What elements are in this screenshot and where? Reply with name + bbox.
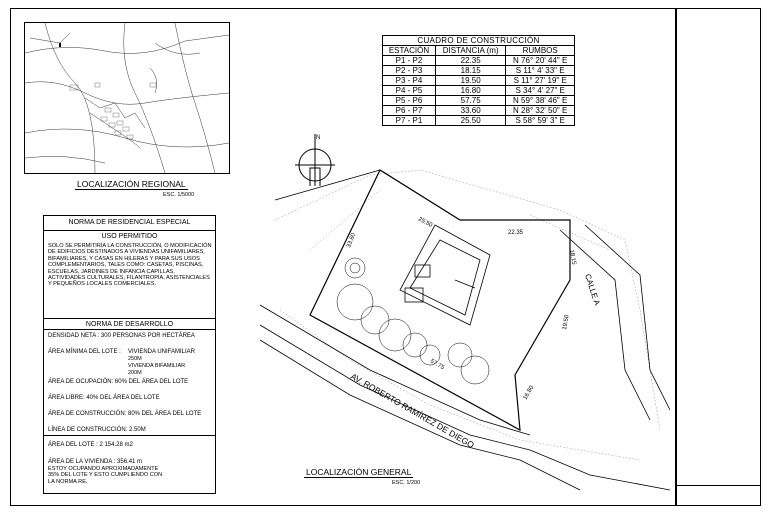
cuadro-header-row <box>383 46 575 56</box>
avenue-label: AV. ROBERTO RAMÍREZ DE DIEGO <box>349 371 477 451</box>
area-section <box>44 435 215 494</box>
header-rumbos: RUMBOS <box>506 46 575 56</box>
construccion-text: ÁREA DE CONSTRUCCIÓN: 80% DEL ÁREA DEL LOTE <box>48 411 202 417</box>
site-plan <box>230 130 670 500</box>
rumbo-cell: N 76° 20' 44" E <box>506 56 575 66</box>
lote-uni: VIVIENDA UNIFAMILIAR <box>128 349 196 355</box>
lote-uni-val: 250M <box>128 356 142 362</box>
dim-p3-p4: 19.50 <box>562 314 571 331</box>
distancia-cell: 18.15 <box>435 66 505 76</box>
distancia-cell: 19.50 <box>435 76 505 86</box>
desarrollo-title: NORMA DE DESARROLLO <box>85 321 174 328</box>
desarrollo-section <box>44 318 215 437</box>
densidad-text: DENSIDAD NETA : 300 PERSONAS POR HECTÁREA <box>48 333 195 339</box>
uso-text: SOLO SE PERMITIRÍA LA CONSTRUCCIÓN, O MODIFICACIÓN DE EDIFICIOS DESTINADOS A VIVIENDAS UNIFAMILIARES, BIFAMILIARES, Y CASAS EN HILERAS Y PARA SUS USOS COMPLEMENTARIOS, TALES COMO: CASETAS, PISCINAS, ESCUELAS, JARDINES DE INFANCIA CAPILLAS, ACTIVIDADES CULTURALES, FILANTROPIA, ASISTENCIALES Y PEQUEÑOS LOCALES COMERCIALES. <box>48 243 212 288</box>
table-row <box>383 86 575 96</box>
lote-bi-val: 200M <box>128 370 142 376</box>
street-label: CALLE A <box>583 272 602 307</box>
norma-title: NORMA DE RESIDENCIAL ESPECIAL <box>68 219 191 226</box>
dim-p2-p3: 18.15 <box>568 249 577 266</box>
table-row <box>383 96 575 106</box>
rumbo-cell: N 28° 32' 50" E <box>506 106 575 116</box>
rumbo-cell: S 11° 27' 19" E <box>506 76 575 86</box>
cuadro-title: CUADRO DE CONSTRUCCIÓN <box>383 36 575 46</box>
area-lote-text: ÁREA DEL LOTE : 2 154.28 m2 <box>48 442 133 448</box>
distancia-cell: 57.75 <box>435 96 505 106</box>
ocupando-text: ESTOY OCUPANDO APROXIMADAMENTE 35% DEL LOTE Y ESTO CUMPLIENDO CON LA NORMA RE. <box>48 466 163 485</box>
distancia-cell: 22.35 <box>435 56 505 66</box>
estacion-cell: P6 - P7 <box>383 106 436 116</box>
lote-minimo-label: ÁREA MÍNIMA DEL LOTE : <box>48 349 121 355</box>
building-footprint <box>400 225 490 325</box>
libre-text: ÁREA LIBRE: 40% DEL ÁREA DEL LOTE <box>48 395 160 401</box>
regional-scale: ESC. 1/5000 <box>163 192 195 198</box>
north-label: N <box>316 135 321 141</box>
lote-bi: VIVIENDA BIFAMILIAR <box>128 363 186 369</box>
table-row <box>383 106 575 116</box>
dim-p6-p7: 33.60 <box>346 232 358 249</box>
uso-section <box>44 230 215 329</box>
estacion-cell: P2 - P3 <box>383 66 436 76</box>
dim-p1-p2: 22.35 <box>508 230 524 236</box>
header-estacion: ESTACIÓN <box>383 46 436 56</box>
header-distancia: DISTANCIA (m) <box>435 46 505 56</box>
rumbo-cell: S 34° 4' 27" E <box>506 86 575 96</box>
title-block-border <box>676 8 761 506</box>
estacion-cell: P7 - P1 <box>383 116 436 126</box>
general-title: LOCALIZACIÓN GENERAL <box>306 467 412 477</box>
distancia-cell: 33.60 <box>435 106 505 116</box>
dim-p7-p1: 25.50 <box>417 216 434 229</box>
estacion-cell: P1 - P2 <box>383 56 436 66</box>
rumbo-cell: S 11° 4' 33" E <box>506 66 575 76</box>
cuadro-table <box>382 35 575 126</box>
estacion-cell: P5 - P6 <box>383 96 436 106</box>
estacion-cell: P4 - P5 <box>383 86 436 96</box>
distancia-cell: 25.50 <box>435 116 505 126</box>
regional-map <box>24 22 230 174</box>
table-row <box>383 56 575 66</box>
regional-title: LOCALIZACIÓN REGIONAL <box>77 179 186 189</box>
area-vivienda-text: ÁREA DE LA VIVIENDA : 356.41 m <box>48 459 143 465</box>
table-row <box>383 66 575 76</box>
desarrollo-divider <box>44 329 215 330</box>
uso-title: USO PERMITIDO <box>101 233 158 240</box>
table-row <box>383 116 575 126</box>
north-arrow-icon <box>295 134 335 186</box>
distancia-cell: 16.80 <box>435 86 505 96</box>
estacion-cell: P3 - P4 <box>383 76 436 86</box>
linea-text: LÍNEA DE CONSTRUCCIÓN: 2.50M <box>48 427 146 433</box>
dim-p4-p5: 16.80 <box>522 384 536 401</box>
ocupacion-text: ÁREA DE OCUPACIÓN: 60% DEL ÁREA DEL LOTE <box>48 379 189 385</box>
norma-box <box>43 215 216 494</box>
table-row <box>383 76 575 86</box>
rumbo-cell: N 59° 38' 46" E <box>506 96 575 106</box>
dim-p5-p6: 57.75 <box>429 358 446 372</box>
rumbo-cell: S 58° 59' 3" E <box>506 116 575 126</box>
general-scale: ESC. 1/200 <box>392 480 421 486</box>
title-block-divider <box>676 485 760 486</box>
regional-map-drawing <box>25 23 229 173</box>
